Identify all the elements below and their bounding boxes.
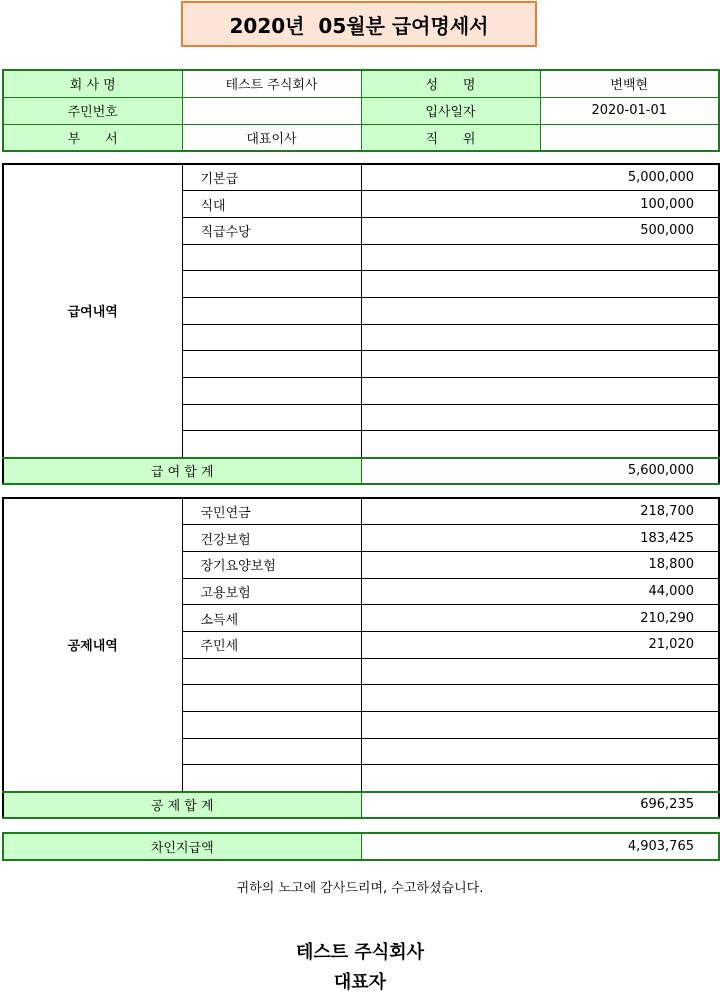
pay-table — [2, 163, 720, 485]
deduction-item-amount: 218,700 — [361, 498, 719, 525]
pay-total-row — [3, 458, 719, 485]
name-value: 변백현 — [540, 70, 719, 97]
deduction-item-name — [182, 712, 361, 739]
position-value — [540, 124, 719, 151]
pay-item-name — [182, 431, 361, 458]
position-label: 직 위 — [361, 124, 540, 151]
deduction-item-amount — [361, 712, 719, 739]
pay-row — [3, 164, 719, 191]
deduction-item-amount: 210,290 — [361, 605, 719, 632]
name-label: 성 명 — [361, 70, 540, 97]
pay-item-amount: 500,000 — [361, 217, 719, 244]
deduction-item-amount — [361, 658, 719, 685]
pay-item-name — [182, 404, 361, 431]
net-pay-table — [2, 832, 720, 861]
pay-item-amount — [361, 324, 719, 351]
deduction-item-name: 국민연금 — [182, 498, 361, 525]
company-label: 회 사 명 — [3, 70, 182, 97]
pay-total-label: 급 여 합 계 — [3, 458, 361, 485]
net-pay-value: 4,903,765 — [361, 833, 719, 860]
pay-item-name — [182, 351, 361, 378]
pay-item-amount — [361, 378, 719, 405]
deduction-item-name — [182, 738, 361, 765]
pay-item-name: 식대 — [182, 191, 361, 218]
deduction-total-row — [3, 792, 719, 819]
deduction-item-name — [182, 685, 361, 712]
pay-item-amount: 100,000 — [361, 191, 719, 218]
department-value: 대표이사 — [182, 124, 361, 151]
id-value — [182, 97, 361, 124]
deduction-item-name: 주민세 — [182, 631, 361, 658]
pay-item-amount — [361, 271, 719, 298]
deduction-item-name: 장기요양보험 — [182, 551, 361, 578]
pay-item-amount — [361, 297, 719, 324]
pay-item-amount: 5,000,000 — [361, 164, 719, 191]
pay-item-name — [182, 378, 361, 405]
deduction-item-name: 건강보험 — [182, 525, 361, 552]
id-label: 주민번호 — [3, 97, 182, 124]
company-name: 테스트 주식회사 — [296, 942, 424, 963]
deduction-item-amount: 183,425 — [361, 525, 719, 552]
pay-item-amount — [361, 351, 719, 378]
deduction-item-amount — [361, 738, 719, 765]
pay-item-name — [182, 271, 361, 298]
deduction-table — [2, 497, 720, 819]
pay-item-name — [182, 297, 361, 324]
deduction-total-value: 696,235 — [361, 792, 719, 819]
deduction-total-label: 공 제 합 계 — [3, 792, 361, 819]
join-date-label: 입사일자 — [361, 97, 540, 124]
pay-section-label: 급여내역 — [3, 164, 182, 458]
company-value: 테스트 주식회사 — [182, 70, 361, 97]
deduction-item-amount — [361, 685, 719, 712]
employee-info-table — [2, 69, 720, 152]
deduction-item-name — [182, 765, 361, 792]
deduction-item-name: 소득세 — [182, 605, 361, 632]
department-label: 부 서 — [3, 124, 182, 151]
deduction-row — [3, 498, 719, 525]
deduction-item-amount: 44,000 — [361, 578, 719, 605]
deduction-item-amount: 21,020 — [361, 631, 719, 658]
pay-item-name — [182, 324, 361, 351]
thanks-message: 귀하의 노고에 감사드리며, 수고하셨습니다. — [236, 881, 484, 896]
representative-label: 대표자 — [333, 972, 387, 993]
pay-item-name: 직급수당 — [182, 217, 361, 244]
pay-total-value: 5,600,000 — [361, 458, 719, 485]
deduction-item-name: 고용보험 — [182, 578, 361, 605]
deduction-item-amount — [361, 765, 719, 792]
pay-item-name: 기본급 — [182, 164, 361, 191]
deduction-item-amount: 18,800 — [361, 551, 719, 578]
pay-item-amount — [361, 404, 719, 431]
pay-item-amount — [361, 244, 719, 271]
deduction-item-name — [182, 658, 361, 685]
document-title: 2020년 05월분 급여명세서 — [181, 1, 537, 47]
deduction-section-label: 공제내역 — [3, 498, 182, 792]
pay-item-amount — [361, 431, 719, 458]
net-pay-label: 차인지급액 — [3, 833, 361, 860]
pay-item-name — [182, 244, 361, 271]
join-date-value: 2020-01-01 — [540, 97, 719, 124]
